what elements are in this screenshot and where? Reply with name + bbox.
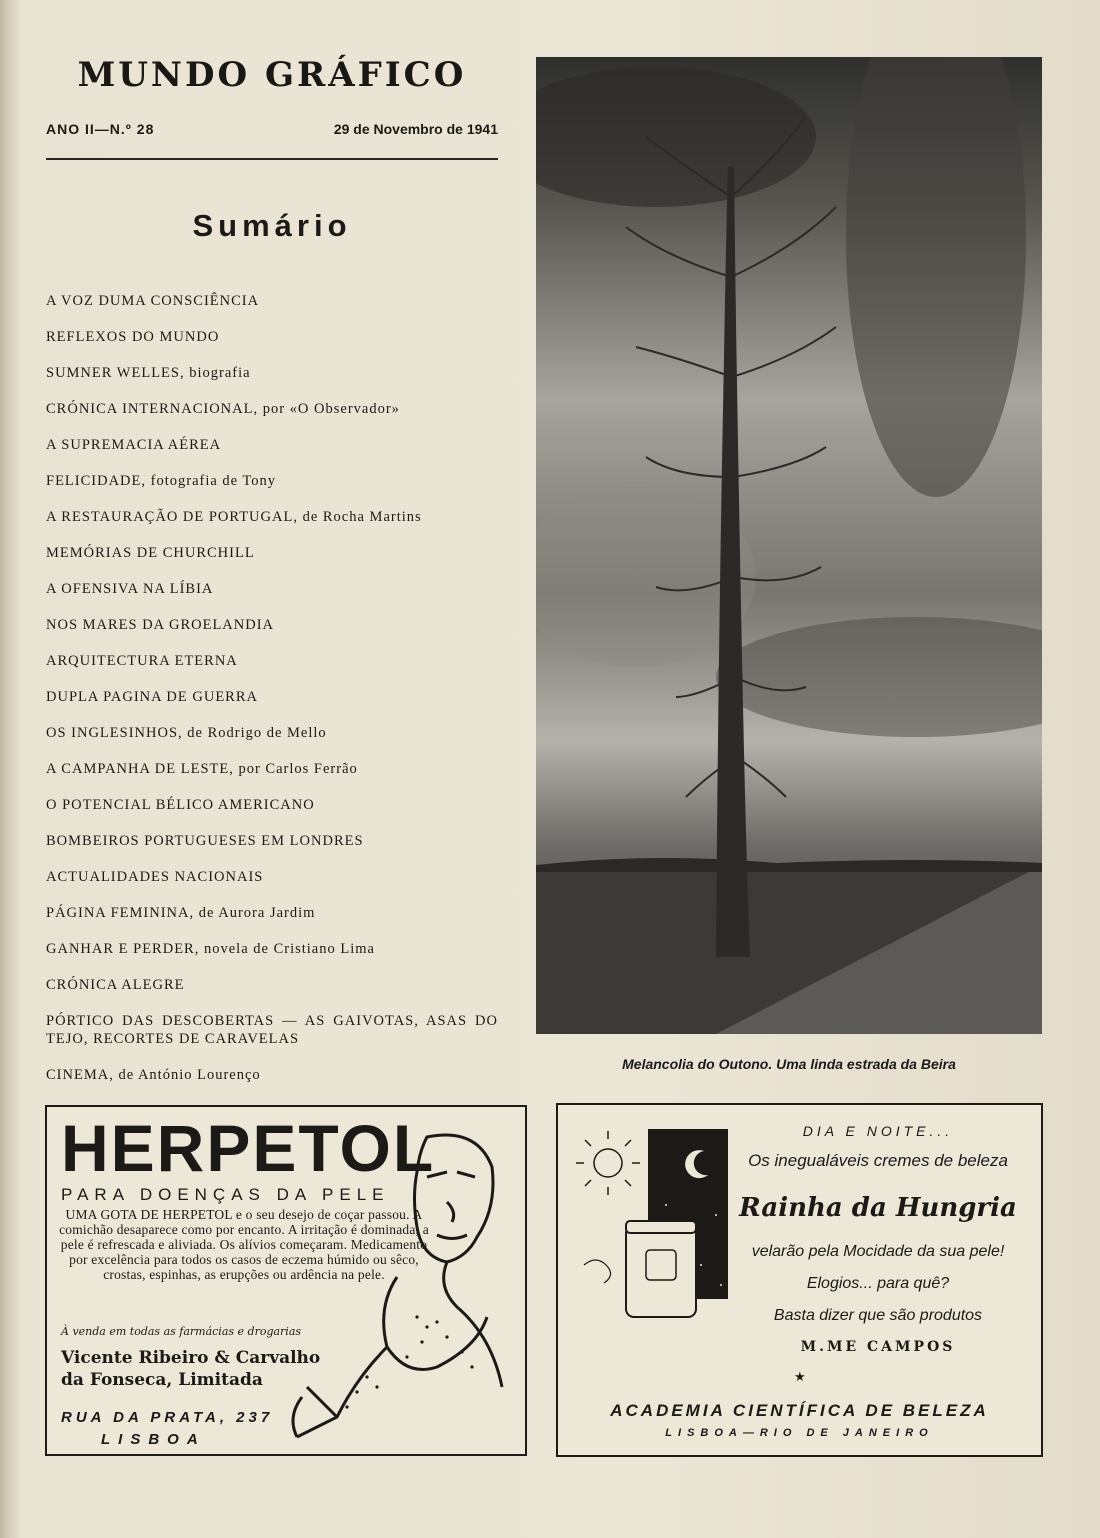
toc-item: A VOZ DUMA CONSCIÊNCIA xyxy=(46,293,260,309)
toc-item: ACTUALIDADES NACIONAIS xyxy=(46,869,264,885)
rainha-cities: LISBOA—RIO DE JANEIRO xyxy=(665,1427,934,1439)
toc-item: O POTENCIAL BÉLICO AMERICANO xyxy=(46,797,315,813)
summary-title: Sumário xyxy=(192,208,352,243)
herpetol-city: LISBOA xyxy=(101,1431,206,1448)
rainha-brand: Rainha da Hungria xyxy=(739,1193,1017,1223)
table-of-contents xyxy=(46,292,506,1102)
toc-item: A CAMPANHA DE LESTE, por Carlos Ferrão xyxy=(46,761,358,777)
toc-item: A RESTAURAÇÃO DE PORTUGAL, de Rocha Martins xyxy=(46,509,422,525)
masthead-title: MUNDO GRÁFICO xyxy=(77,55,467,95)
rainha-maker: M.ME CAMPOS xyxy=(800,1339,956,1355)
scratching-man-illustration xyxy=(277,1117,517,1447)
toc-item: A OFENSIVA NA LÍBIA xyxy=(46,581,214,597)
herpetol-sale-note: À venda em todas as farmácias e drogarias xyxy=(61,1325,302,1338)
toc-item: DUPLA PAGINA DE GUERRA xyxy=(46,689,259,705)
toc-item: CRÓNICA ALEGRE xyxy=(46,977,185,993)
toc-item: OS INGLESINHOS, de Rodrigo de Mello xyxy=(46,725,327,741)
rainha-academy: ACADEMIA CIENTÍFICA DE BELEZA xyxy=(610,1401,989,1420)
photo-caption: Melancolia do Outono. Uma linda estrada da Beira xyxy=(622,1056,956,1072)
toc-item: REFLEXOS DO MUNDO xyxy=(46,329,220,345)
autumn-tree-photo xyxy=(536,57,1042,1034)
toc-item: BOMBEIROS PORTUGUESES EM LONDRES xyxy=(46,833,364,849)
toc-item: ARQUITECTURA ETERNA xyxy=(46,653,238,669)
herpetol-company-line2: da Fonseca, Limitada xyxy=(61,1370,263,1390)
toc-item: CINEMA, de António Lourenço xyxy=(46,1067,261,1083)
rainha-line3: velarão pela Mocidade da sua pele! xyxy=(751,1243,1005,1260)
herpetol-body: UMA GOTA DE HERPETOL e o seu desejo de coçar passou. A comichão desaparece como por encanto. A irritação é dominada, a pele é refrescada e aliviada. Os alívios começaram. Medicamento por excelência para todos os casos de eczema húmido ou sêco, crostas, espinhas, as erupções ou ardência na pele. xyxy=(59,1207,429,1282)
issue-date: 29 de Novembro de 1941 xyxy=(333,121,498,137)
herpetol-address xyxy=(61,1407,273,1451)
toc-item: PÁGINA FEMININA, de Aurora Jardim xyxy=(46,905,316,921)
rainha-line1: DIA E NOITE... xyxy=(802,1123,954,1139)
rainha-line4: Elogios... para quê? xyxy=(806,1275,950,1292)
toc-item: FELICIDADE, fotografia de Tony xyxy=(46,473,277,489)
toc-item: PÓRTICO DAS DESCOBERTAS — AS GAIVOTAS, ASAS DO TEJO, RECORTES DE CARAVELAS xyxy=(46,1013,498,1047)
rainha-line5: Basta dizer que são produtos xyxy=(773,1307,983,1324)
rainha-hungria-advertisement xyxy=(556,1103,1043,1457)
header-rule xyxy=(46,158,498,160)
toc-item: MEMÓRIAS DE CHURCHILL xyxy=(46,545,255,561)
sun-moon-cream-illustration xyxy=(576,1125,736,1325)
herpetol-company-line1: Vicente Ribeiro & Carvalho xyxy=(61,1348,321,1368)
toc-item: GANHAR E PERDER, novela de Cristiano Lima xyxy=(46,941,375,957)
toc-item: A SUPREMACIA AÉREA xyxy=(46,437,222,453)
issue-number: ANO II—N.º 28 xyxy=(46,121,155,137)
rainha-line2: Os inegualáveis cremes de beleza xyxy=(748,1151,1008,1170)
star-icon: ★ xyxy=(794,1369,806,1384)
herpetol-street: RUA DA PRATA, 237 xyxy=(61,1409,274,1426)
toc-item: SUMNER WELLES, biografia xyxy=(46,365,251,381)
toc-item: NOS MARES DA GROELANDIA xyxy=(46,617,275,633)
toc-item: CRÓNICA INTERNACIONAL, por «O Observador» xyxy=(46,401,400,417)
herpetol-title: HERPETOL xyxy=(61,1111,436,1185)
herpetol-advertisement xyxy=(45,1105,527,1456)
herpetol-subtitle: PARA DOENÇAS DA PELE xyxy=(61,1185,390,1204)
tree-photo-illustration xyxy=(536,57,1042,1034)
